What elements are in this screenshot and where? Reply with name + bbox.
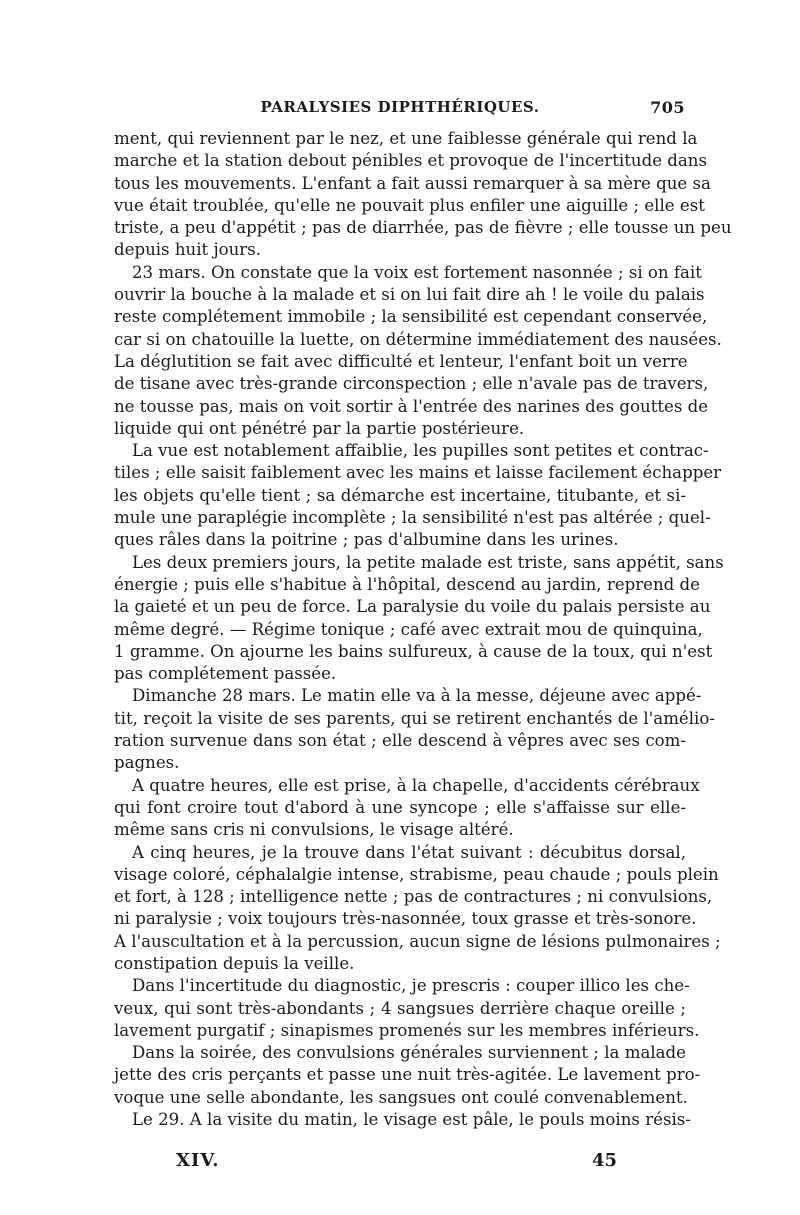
text-line: A cinq heures, je la trouve dans l'état suivant : décubitus dorsal,: [132, 842, 686, 862]
text-line: Dans la soirée, des convulsions générales surviennent ; la malade: [132, 1043, 686, 1063]
running-title: PARALYSIES DIPHTHÉRIQUES.: [260, 98, 540, 116]
text-line: Dimanche 28 mars. Le matin elle va à la messe, déjeune avec appé-: [132, 686, 702, 706]
page-header: [115, 98, 685, 122]
text-line: même sans cris ni convulsions, le visage altéré.: [114, 820, 514, 840]
text-line: 23 mars. On constate que la voix est fortement nasonnée ; si on fait: [132, 262, 702, 282]
text-line: ni paralysie ; voix toujours très-nasonnée, toux grasse et très-sonore.: [114, 909, 697, 929]
text-line: les objets qu'elle tient ; sa démarche est incertaine, titubante, et si-: [114, 485, 686, 505]
text-line: veux, qui sont très-abondants ; 4 sangsues derrière chaque oreille ;: [114, 998, 686, 1018]
text-line: pagnes.: [114, 753, 180, 773]
text-line: voque une selle abondante, les sangsues ont coulé convenablement.: [114, 1087, 688, 1107]
text-line: depuis huit jours.: [114, 240, 262, 260]
text-line: constipation depuis la veille.: [114, 953, 355, 973]
text-line: visage coloré, céphalalgie intense, strabisme, peau chaude ; pouls plein: [114, 864, 719, 884]
body-text: [114, 128, 732, 1131]
text-line: A l'auscultation et à la percussion, aucun signe de lésions pulmonaires ;: [114, 931, 721, 951]
text-line: tit, reçoit la visite de ses parents, qui se retirent enchantés de l'amélio-: [114, 708, 715, 728]
text-line: 1 gramme. On ajourne les bains sulfureux, à cause de la toux, qui n'est: [114, 641, 713, 661]
text-line: ne tousse pas, mais on voit sortir à l'entrée des narines des gouttes de: [114, 396, 709, 416]
text-line: liquide qui ont pénétré par la partie postérieure.: [114, 418, 525, 438]
text-line: jette des cris perçants et passe une nuit très-agitée. Le lavement pro-: [114, 1065, 701, 1085]
page-number: 705: [650, 98, 685, 117]
text-line: et fort, à 128 ; intelligence nette ; pas de contractures ; ni convulsions,: [114, 887, 713, 907]
text-line: La vue est notablement affaiblie, les pupilles sont petites et contrac-: [132, 441, 709, 461]
text-line: la gaieté et un peu de force. La paralysie du voile du palais persiste au: [114, 597, 711, 617]
text-line: pas complétement passée.: [114, 664, 337, 684]
signature-mark: XIV.: [176, 1150, 220, 1171]
text-line: triste, a peu d'appétit ; pas de diarrhée, pas de fièvre ; elle tousse un peu: [114, 218, 732, 238]
text-line: La déglutition se fait avec difficulté et lenteur, l'enfant boit un verre: [114, 351, 688, 371]
text-line: tiles ; elle saisit faiblement avec les mains et laisse facilement échapper: [114, 463, 722, 483]
text-line: ouvrir la bouche à la malade et si on lui fait dire ah ! le voile du palais: [114, 285, 705, 305]
text-line: de tisane avec très-grande circonspection ; elle n'avale pas de travers,: [114, 374, 709, 394]
text-line: tous les mouvements. L'enfant a fait aussi remarquer à sa mère que sa: [114, 173, 711, 193]
text-line: car si on chatouille la luette, on détermine immédiatement des nausées.: [114, 329, 722, 349]
page-footer: [114, 1150, 686, 1176]
text-line: qui font croire tout d'abord à une syncope ; elle s'affaisse sur elle-: [114, 797, 686, 817]
text-line: même degré. — Régime tonique ; café avec extrait mou de quinquina,: [114, 619, 703, 639]
text-line: ques râles dans la poitrine ; pas d'albumine dans les urines.: [114, 530, 619, 550]
text-line: ment, qui reviennent par le nez, et une faiblesse générale qui rend la: [114, 129, 698, 148]
text-line: Le 29. A la visite du matin, le visage est pâle, le pouls moins résis-: [132, 1110, 691, 1130]
text-line: Les deux premiers jours, la petite malade est triste, sans appétit, sans: [132, 552, 724, 572]
text-line: ration survenue dans son état ; elle descend à vêpres avec ses com-: [114, 731, 686, 751]
gathering-number: 45: [592, 1150, 618, 1171]
text-line: reste complétement immobile ; la sensibilité est cependant conservée,: [114, 307, 708, 327]
text-line: A quatre heures, elle est prise, à la chapelle, d'accidents cérébraux: [132, 775, 700, 795]
text-line: Dans l'incertitude du diagnostic, je prescris : couper illico les che-: [132, 976, 690, 996]
text-line: mule une paraplégie incomplète ; la sensibilité n'est pas altérée ; quel-: [114, 508, 711, 528]
text-line: énergie ; puis elle s'habitue à l'hôpital, descend au jardin, reprend de: [114, 574, 700, 594]
text-line: lavement purgatif ; sinapismes promenés sur les membres inférieurs.: [114, 1020, 700, 1040]
text-line: marche et la station debout pénibles et provoque de l'incertitude dans: [114, 151, 708, 171]
text-line: vue était troublée, qu'elle ne pouvait plus enfiler une aiguille ; elle est: [114, 195, 705, 215]
